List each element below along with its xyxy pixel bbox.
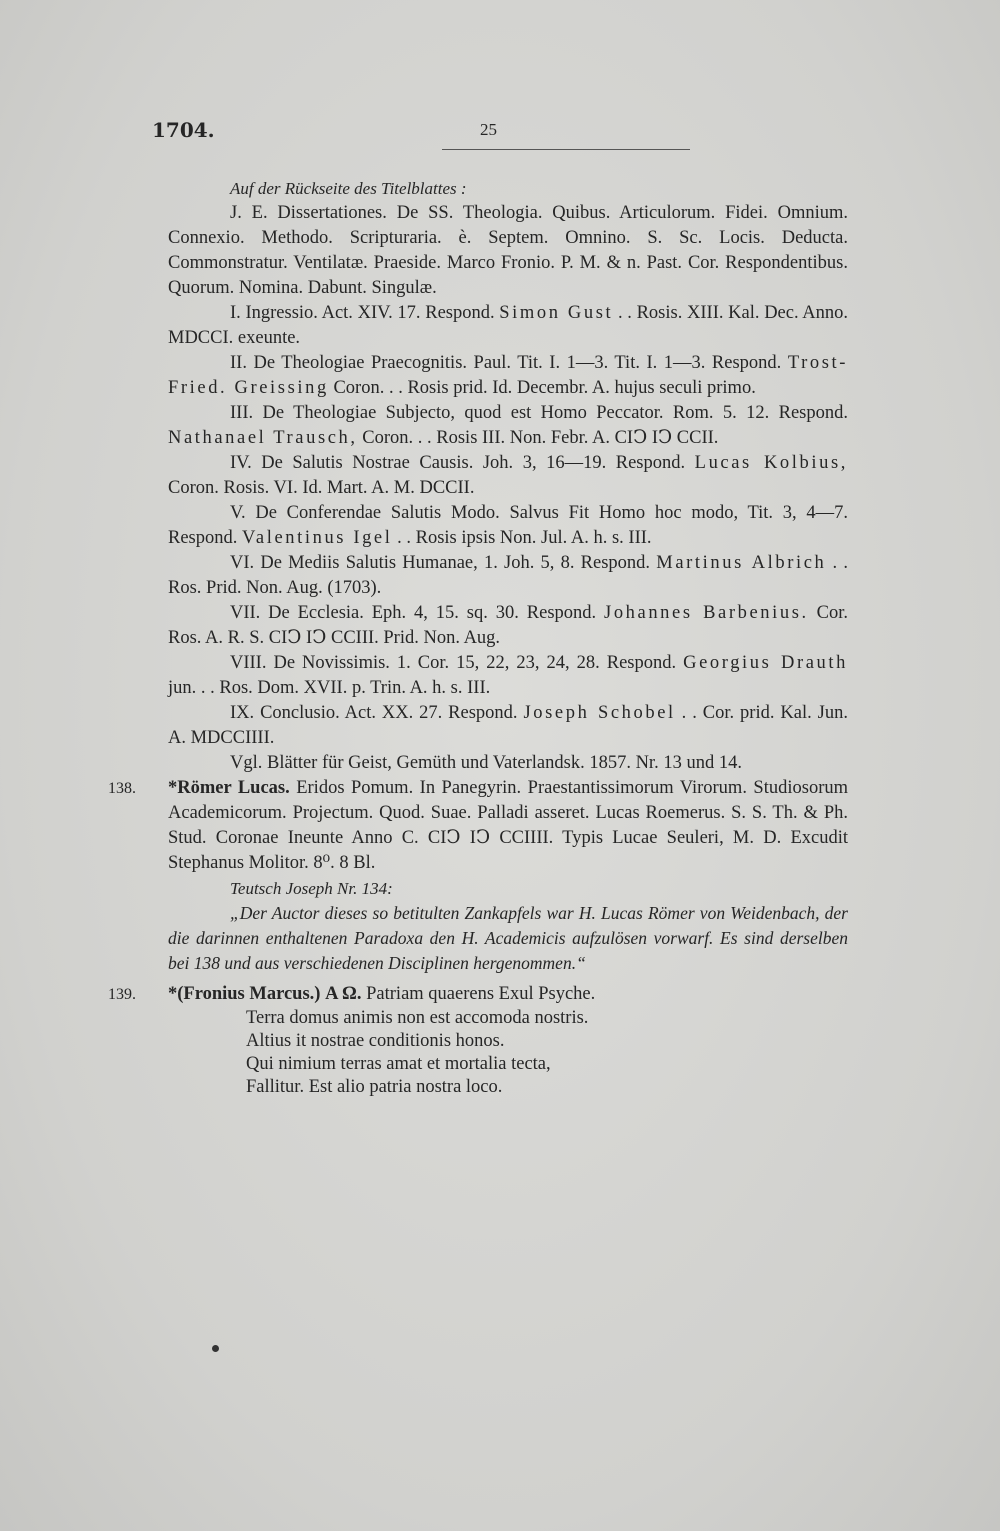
running-head xyxy=(152,118,852,148)
thesis-item: I. Ingressio. Act. XIV. 17. Respond. Simon Gust . . Rosis. XIII. Kal. Dec. Anno. MDCCI. exeunte. xyxy=(168,303,848,348)
thesis-item: VI. De Mediis Salutis Humanae, 1. Joh. 5, 8. Respond. Martinus Albrich . . Ros. Prid. Non. Aug. (1703). xyxy=(168,553,848,598)
verse-block xyxy=(168,1007,848,1099)
entry-author: *(Fronius Marcus.) xyxy=(168,984,321,1004)
verse-line: Qui nimium terras amat et mortalia tecta, xyxy=(246,1054,551,1074)
thesis-item: IX. Conclusio. Act. XX. 27. Respond. Joseph Schobel . . Cor. prid. Kal. Jun. A. MDCCIIII. xyxy=(168,703,848,748)
thesis-item: II. De Theologiae Praecognitis. Paul. Tit. I. 1—3. Tit. I. 1—3. Respond. Trost-Fried. Greissing Coron. . . Rosis prid. Id. Decembr. A. hujus seculi primo. xyxy=(168,353,848,398)
entry-text: *Römer Lucas. Eridos Pomum. In Panegyrin. Praestantissimorum Virorum. Studiosorum Academicorum. Projectum. Quod. Suae. Palladi asseret. Lucas Roemerus. S. S. Th. & Ph. Stud. Coronae Ineunte Anno C. CIↃ IↃ CCIIII. Typis Lucae Seuleri, M. D. Excudit Stephanus Molitor. 8⁰. 8 Bl. xyxy=(168,778,848,873)
running-head-year: 1704. xyxy=(152,118,215,142)
thesis-item: III. De Theologiae Subjecto, quod est Homo Peccator. Rom. 5. 12. Respond. Nathanael Trausch, Coron. . . Rosis III. Non. Febr. A. CIↃ IↃ CCII. xyxy=(168,403,848,448)
verse-line: Terra domus animis non est accomoda nostris. xyxy=(246,1008,589,1028)
entry-number: 138. xyxy=(108,780,136,797)
main-text xyxy=(108,176,848,1099)
ink-dot xyxy=(212,1345,219,1352)
entry-source: Teutsch Joseph Nr. 134: xyxy=(230,879,393,898)
page-number: 25 xyxy=(480,120,497,139)
thesis-item: VIII. De Novissimis. 1. Cor. 15, 22, 23, 24, 28. Respond. Georgius Drauth jun. . . Ros. Dom. XVII. p. Trin. A. h. s. III. xyxy=(168,653,848,698)
verse-line: Fallitur. Est alio patria nostra loco. xyxy=(246,1077,503,1097)
verse-line: Altius it nostrae conditionis honos. xyxy=(246,1031,505,1051)
alpha-omega: A Ω. xyxy=(325,984,362,1004)
entry-number: 139. xyxy=(108,986,136,1003)
entry-quote: „Der Auctor dieses so betitulten Zankapfels war H. Lucas Römer von Weidenbach, der die darinnen enthaltenen Paradoxa den H. Academicis aufzulösen vorwarf. Es sind derselben bei 138 und aus verschiedenen Disciplinen hergenommen.“ xyxy=(168,903,848,973)
thesis-item: V. De Conferendae Salutis Modo. Salvus Fit Homo hoc modo, Tit. 3, 4—7. Respond. Valentinus Igel . . Rosis ipsis Non. Jul. A. h. s. III. xyxy=(168,503,848,548)
bibliography-entry-139 xyxy=(108,982,848,1099)
bibliography-entry-138 xyxy=(108,776,848,976)
reference-line: Vgl. Blätter für Geist, Gemüth und Vaterlandsk. 1857. Nr. 13 und 14. xyxy=(230,753,742,773)
header-rule xyxy=(442,149,690,150)
thesis-item: VII. De Ecclesia. Eph. 4, 15. sq. 30. Respond. Johannes Barbenius. Cor. Ros. A. R. S. CIↃ IↃ CCIII. Prid. Non. Aug. xyxy=(168,603,848,648)
entry-text: *(Fronius Marcus.) A Ω. Patriam quaerens Exul Psyche. xyxy=(168,984,596,1004)
intro-line: Auf der Rückseite des Titelblattes : xyxy=(230,179,467,198)
theses-list xyxy=(168,301,848,751)
title-description: J. E. Dissertationes. De SS. Theologia. Quibus. Articulorum. Fidei. Omnium. Connexio. Methodo. Scripturaria. è. Septem. Omnino. S. Sc. Locis. Deducta. Commonstratur. Ventilatæ. Praeside. Marco Fronio. P. M. & n. Past. Cor. Respondentibus. Quorum. Nomina. Dabunt. Singulæ. xyxy=(168,203,848,298)
entry-author: *Römer Lucas. xyxy=(168,778,290,798)
thesis-item: IV. De Salutis Nostrae Causis. Joh. 3, 16—19. Respond. Lucas Kolbius, Coron. Rosis. VI. Id. Mart. A. M. DCCII. xyxy=(168,453,848,498)
